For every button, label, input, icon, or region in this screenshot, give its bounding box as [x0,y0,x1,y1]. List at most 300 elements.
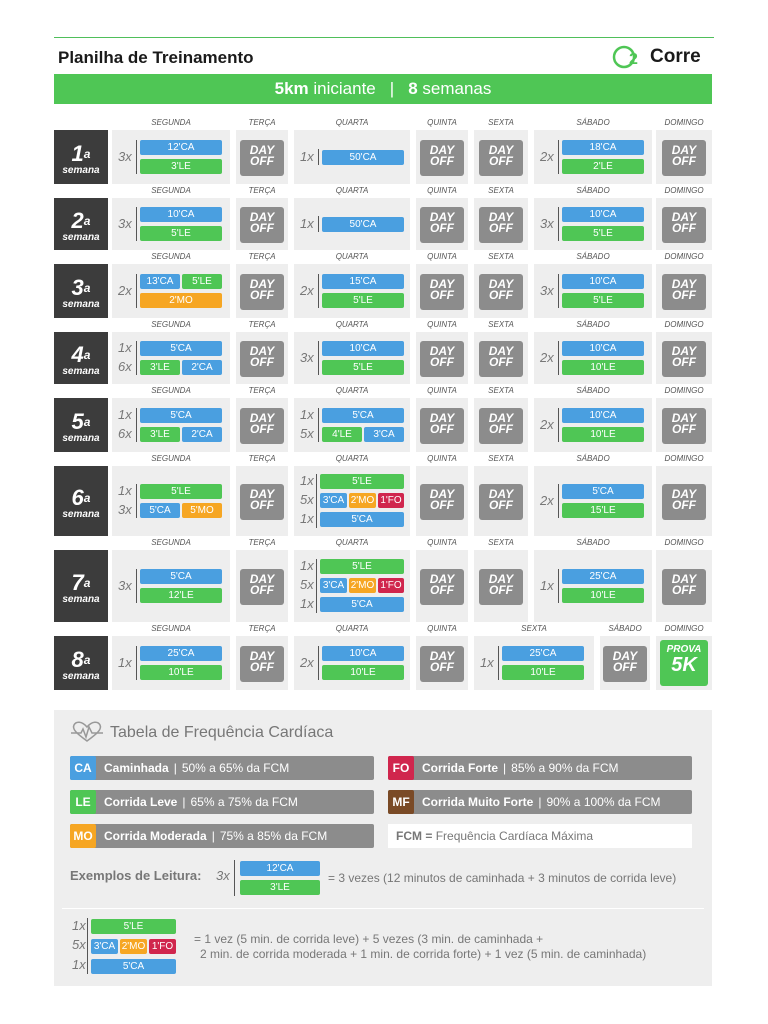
day-off-badge [420,569,464,605]
week-number [54,487,108,509]
day-off-badge [479,140,523,176]
day-header: SÁBADO [576,386,610,395]
example-text: = 1 vez (5 min. de corrida leve) + 5 vezes (3 min. de caminhada + [194,932,544,946]
day-off-badge [479,408,523,444]
repeat-multiplier: 3x [118,502,132,517]
week-number [54,411,108,433]
workout-pill: 3'LE [140,159,222,174]
day-header: QUARTA [335,624,369,633]
day-header: SÁBADO [576,454,610,463]
week-row [54,538,712,622]
heart-rate-legend [54,710,712,986]
week-label [54,550,108,622]
day-header: QUARTA [335,386,369,395]
cell-divider [558,207,559,241]
day-off-line2: OFF [430,355,454,369]
workout-pill: 5'LE [182,274,222,289]
example-pill: 5'LE [91,919,176,934]
repeat-multiplier: 2x [540,350,554,365]
repeat-multiplier: 2x [300,655,314,670]
repeat-multiplier: 1x [118,655,132,670]
workout-pill: 10'LE [140,665,222,680]
day-off-badge [479,207,523,243]
example-text: = 3 vezes (12 minutos de caminhada + 3 minutos de corrida leve) [328,871,677,885]
legend-item-ca [70,756,374,780]
day-off-line1: DAY [488,411,514,425]
day-off-badge [603,646,647,682]
day-header: SÁBADO [576,118,610,127]
week-number-ordinal: a [83,348,91,362]
day-off-line2: OFF [250,355,274,369]
day-off-line2: OFF [250,498,274,512]
day-off-badge [420,341,464,377]
day-header: QUINTA [427,624,457,633]
day-off-badge [662,341,706,377]
week-number [54,210,108,232]
workout-pill: 5'MO [182,503,222,518]
cell-divider [316,474,317,528]
repeat-multiplier: 1x [480,655,494,670]
repeat-multiplier: 3x [118,149,132,164]
day-off-line2: OFF [672,498,696,512]
day-off-line1: DAY [429,411,455,425]
week-number [54,572,108,594]
week-number [54,277,108,299]
race-label: PROVA [666,644,702,655]
workout-pill: 5'CA [140,408,222,423]
workout-pill: 5'LE [562,293,644,308]
workout-pill: 10'LE [562,360,644,375]
day-off-badge [240,569,284,605]
cell-divider [498,646,499,680]
repeat-multiplier: 5x [300,426,314,441]
workout-pill: 1'FO [378,578,404,593]
day-header: SEGUNDA [151,320,191,329]
repeat-multiplier: 1x [300,407,314,422]
day-header: SEGUNDA [151,386,191,395]
legend-range: 75% a 85% da FCM [219,829,328,843]
week-number-value: 8 [71,647,84,672]
day-off-badge [420,484,464,520]
cell-divider [558,140,559,174]
legend-code: MF [388,790,414,814]
example-divider [234,860,235,896]
workout-pill: 5'LE [322,293,404,308]
example-divider-line [62,908,704,909]
banner-distance: 5km [274,79,309,98]
day-header: TERÇA [248,320,276,329]
svg-text:2: 2 [629,51,638,68]
day-header: SEXTA [488,118,514,127]
cell-divider [558,408,559,442]
day-off-line1: DAY [671,572,697,586]
workout-pill: 5'LE [562,226,644,241]
workout-pill: 25'CA [140,646,222,661]
day-off-line2: OFF [250,154,274,168]
workout-pill: 3'LE [140,360,180,375]
legend-code: MO [70,824,96,848]
legend-range: 65% a 75% da FCM [190,795,298,809]
day-header: TERÇA [248,118,276,127]
page-title: Planilha de Treinamento [58,48,254,67]
day-off-badge [240,207,284,243]
week-row [54,454,712,536]
day-header: QUINTA [427,320,457,329]
day-off-line2: OFF [672,422,696,436]
workout-pill: 10'CA [562,207,644,222]
day-header: SEXTA [488,538,514,547]
example-multiplier: 1x [72,918,86,933]
example-multiplier: 3x [216,868,230,883]
week-label [54,636,108,690]
example-multiplier: 5x [72,937,86,952]
week-label-text: semana [62,671,100,682]
day-header: SÁBADO [576,252,610,261]
day-off-line2: OFF [250,221,274,235]
workout-pill: 12'CA [140,140,222,155]
day-off-line1: DAY [249,649,275,663]
day-off-line1: DAY [488,277,514,291]
legend-sep: | [211,829,215,843]
day-header: SEXTA [488,252,514,261]
repeat-multiplier: 5x [300,577,314,592]
workout-pill: 25'CA [562,569,644,584]
day-off-line1: DAY [429,649,455,663]
legend-sep: | [503,761,507,775]
workout-pill: 5'CA [140,503,180,518]
day-header: SÁBADO [576,538,610,547]
workout-pill: 3'CA [364,427,404,442]
repeat-multiplier: 2x [118,283,132,298]
day-header: DOMINGO [664,454,704,463]
legend-name: Corrida Forte [422,761,499,775]
day-header: SEGUNDA [151,252,191,261]
repeat-multiplier: 1x [118,340,132,355]
day-header: TERÇA [248,386,276,395]
example-pill: 2'MO [121,941,146,952]
day-header: DOMINGO [664,386,704,395]
week-row [54,320,712,384]
day-off-badge [479,569,523,605]
day-header: QUINTA [427,252,457,261]
example-pill: 3'LE [240,880,320,895]
legend-code: CA [70,756,96,780]
example-multiplier: 1x [72,957,86,972]
banner-weeks-word: semanas [422,79,492,98]
day-off-line2: OFF [672,288,696,302]
day-off-line1: DAY [429,487,455,501]
workout-pill: 5'LE [320,559,404,574]
week-number [54,143,108,165]
day-header: QUINTA [427,538,457,547]
day-header: SEXTA [488,454,514,463]
workout-pill: 25'CA [502,646,584,661]
day-off-badge [479,484,523,520]
repeat-multiplier: 6x [118,359,132,374]
week-number-value: 2 [71,208,84,233]
day-off-line1: DAY [612,649,638,663]
workout-pill: 5'CA [320,597,404,612]
legend-item-mo [70,824,374,848]
workout-pill: 12'LE [140,588,222,603]
week-number-value: 5 [71,409,84,434]
cell-divider [318,408,319,442]
week-number-ordinal: a [83,653,91,667]
day-off-line1: DAY [249,143,275,157]
week-number-ordinal: a [83,281,91,295]
workout-pill: 5'LE [140,226,222,241]
logo [612,44,701,70]
day-header: QUARTA [335,252,369,261]
day-header: SEXTA [488,186,514,195]
legend-range: 50% a 65% da FCM [181,761,290,775]
day-off-line1: DAY [671,277,697,291]
day-off-line2: OFF [430,154,454,168]
day-off-line2: OFF [430,660,454,674]
legend-name: Corrida Muito Forte [422,795,534,809]
workout-pill: 10'LE [562,427,644,442]
repeat-multiplier: 1x [300,216,314,231]
cell-divider [136,646,137,680]
workout-pill: 3'LE [140,427,180,442]
repeat-multiplier: 1x [300,473,314,488]
repeat-multiplier: 3x [118,578,132,593]
day-off-badge [662,274,706,310]
day-off-line2: OFF [672,154,696,168]
legend-title: Tabela de Frequência Cardíaca [110,724,334,741]
legend-name: Caminhada [104,761,169,775]
workout-pill: 2'MO [350,580,375,591]
legend-name: Corrida Leve [104,795,178,809]
race-day-badge [660,640,708,686]
plan-banner [54,74,712,104]
fcm-abbr: FCM = [396,829,433,843]
day-off-line1: DAY [429,572,455,586]
week-label [54,398,108,452]
logo-icon [612,45,646,69]
day-off-line2: OFF [613,660,637,674]
fcm-definition [388,824,692,848]
workout-pill: 5'CA [140,569,222,584]
week-row [54,252,712,318]
workout-pill: 3'CA [320,578,347,593]
cell-divider [558,569,559,603]
workout-pill: 10'LE [322,665,404,680]
day-off-badge [240,484,284,520]
workout-pill: 50'CA [322,150,404,165]
day-off-line1: DAY [429,143,455,157]
day-off-line1: DAY [671,411,697,425]
week-label-text: semana [62,433,100,444]
day-off-line1: DAY [429,277,455,291]
day-off-line2: OFF [672,355,696,369]
day-header: DOMINGO [664,320,704,329]
workout-pill: 3'CA [320,493,347,508]
example-text: 2 min. de corrida moderada + 1 min. de corrida forte) + 1 vez (5 min. de caminhada) [200,947,647,961]
day-off-line2: OFF [672,583,696,597]
workout-pill: 10'CA [322,646,404,661]
cell-divider [136,408,137,442]
week-row [54,186,712,250]
repeat-multiplier: 1x [300,558,314,573]
day-off-line2: OFF [430,288,454,302]
repeat-multiplier: 3x [118,216,132,231]
week-number-value: 3 [71,275,84,300]
day-header: SÁBADO [576,186,610,195]
cell-divider [136,207,137,241]
day-off-line2: OFF [489,288,513,302]
workout-pill: 5'LE [322,360,404,375]
repeat-multiplier: 1x [300,149,314,164]
day-header: QUARTA [335,118,369,127]
repeat-multiplier: 2x [540,149,554,164]
workout-pill: 10'LE [502,665,584,680]
workout-pill: 2'CA [182,427,222,442]
day-header: QUINTA [427,186,457,195]
example-pill: 1'FO [149,939,176,954]
day-header: SEXTA [488,320,514,329]
cell-divider [318,274,319,308]
workout-pill: 15'LE [562,503,644,518]
cell-divider [136,274,137,308]
day-off-line1: DAY [249,487,275,501]
day-header: QUINTA [427,118,457,127]
day-off-line2: OFF [489,355,513,369]
legend-range: 85% a 90% da FCM [511,761,619,775]
workout-pill: 5'CA [562,484,644,499]
day-off-line2: OFF [250,583,274,597]
example-pill: 5'CA [91,959,176,974]
day-header: SEGUNDA [151,624,191,633]
day-header: SEGUNDA [151,186,191,195]
day-header: SEXTA [521,624,547,633]
logo-text: Corre [650,46,701,67]
day-off-line2: OFF [489,422,513,436]
day-off-line2: OFF [489,221,513,235]
banner-weeks-number: 8 [408,79,418,98]
repeat-multiplier: 1x [300,511,314,526]
day-off-badge [479,274,523,310]
day-header: QUARTA [335,186,369,195]
workout-pill: 5'CA [320,512,404,527]
legend-code: FO [388,756,414,780]
week-number-value: 7 [71,570,84,595]
legend-range: 90% a 100% da FCM [546,795,661,809]
cell-divider [136,569,137,603]
workout-pill: 18'CA [562,140,644,155]
day-cell [112,466,230,536]
workout-pill: 5'LE [320,474,404,489]
fcm-text: Frequência Cardíaca Máxima [435,829,594,843]
cell-divider [136,484,137,518]
examples-title: Exemplos de Leitura: [70,868,202,883]
day-off-badge [240,646,284,682]
week-row [54,386,712,452]
cell-divider [136,341,137,375]
workout-pill: 5'CA [322,408,404,423]
day-header: SEGUNDA [151,118,191,127]
cell-divider [318,646,319,680]
workout-pill: 15'CA [322,274,404,289]
week-number-ordinal: a [83,147,91,161]
day-header: QUINTA [427,454,457,463]
repeat-multiplier: 5x [300,492,314,507]
day-off-line1: DAY [249,344,275,358]
day-off-line1: DAY [488,572,514,586]
day-off-line1: DAY [488,344,514,358]
top-divider [54,37,714,38]
day-off-line2: OFF [250,422,274,436]
day-header: DOMINGO [664,624,704,633]
day-header: SÁBADO [608,624,642,633]
day-off-badge [240,341,284,377]
day-off-line2: OFF [250,660,274,674]
day-header: TERÇA [248,454,276,463]
day-off-line1: DAY [249,210,275,224]
day-header: QUINTA [427,386,457,395]
day-off-line1: DAY [249,277,275,291]
day-off-line2: OFF [489,583,513,597]
day-off-line2: OFF [672,221,696,235]
week-label [54,332,108,384]
day-header: SEGUNDA [151,538,191,547]
cell-divider [318,341,319,375]
repeat-multiplier: 3x [540,283,554,298]
day-header: SEXTA [488,386,514,395]
cell-divider [558,484,559,518]
workout-pill: 4'LE [322,427,362,442]
banner-level: iniciante [313,79,376,98]
day-off-badge [420,207,464,243]
workout-pill: 2'MO [350,495,375,506]
workout-pill: 5'CA [140,341,222,356]
week-label-text: semana [62,509,100,520]
day-off-badge [420,646,464,682]
day-off-badge [662,408,706,444]
week-number-value: 4 [71,342,84,367]
day-off-line1: DAY [429,344,455,358]
example-pill: 3'CA [91,939,118,954]
day-off-line2: OFF [489,154,513,168]
day-off-line2: OFF [430,583,454,597]
day-off-badge [662,569,706,605]
day-off-badge [479,341,523,377]
workout-pill: 1'FO [378,493,404,508]
day-off-line1: DAY [249,411,275,425]
day-off-line1: DAY [671,143,697,157]
week-label-text: semana [62,594,100,605]
cell-divider [136,140,137,174]
legend-name: Corrida Moderada [104,829,207,843]
day-off-line2: OFF [489,498,513,512]
day-off-line2: OFF [430,422,454,436]
day-header: DOMINGO [664,186,704,195]
workout-pill: 13'CA [140,274,180,289]
day-off-badge [240,408,284,444]
day-header: DOMINGO [664,118,704,127]
legend-item-mf [388,790,692,814]
legend-sep: | [173,761,177,775]
day-header: QUARTA [335,538,369,547]
week-number [54,344,108,366]
legend-sep: | [182,795,186,809]
day-off-line1: DAY [488,143,514,157]
repeat-multiplier: 2x [540,493,554,508]
day-header: SEGUNDA [151,454,191,463]
week-label-text: semana [62,232,100,243]
day-header: TERÇA [248,252,276,261]
legend-code: LE [70,790,96,814]
